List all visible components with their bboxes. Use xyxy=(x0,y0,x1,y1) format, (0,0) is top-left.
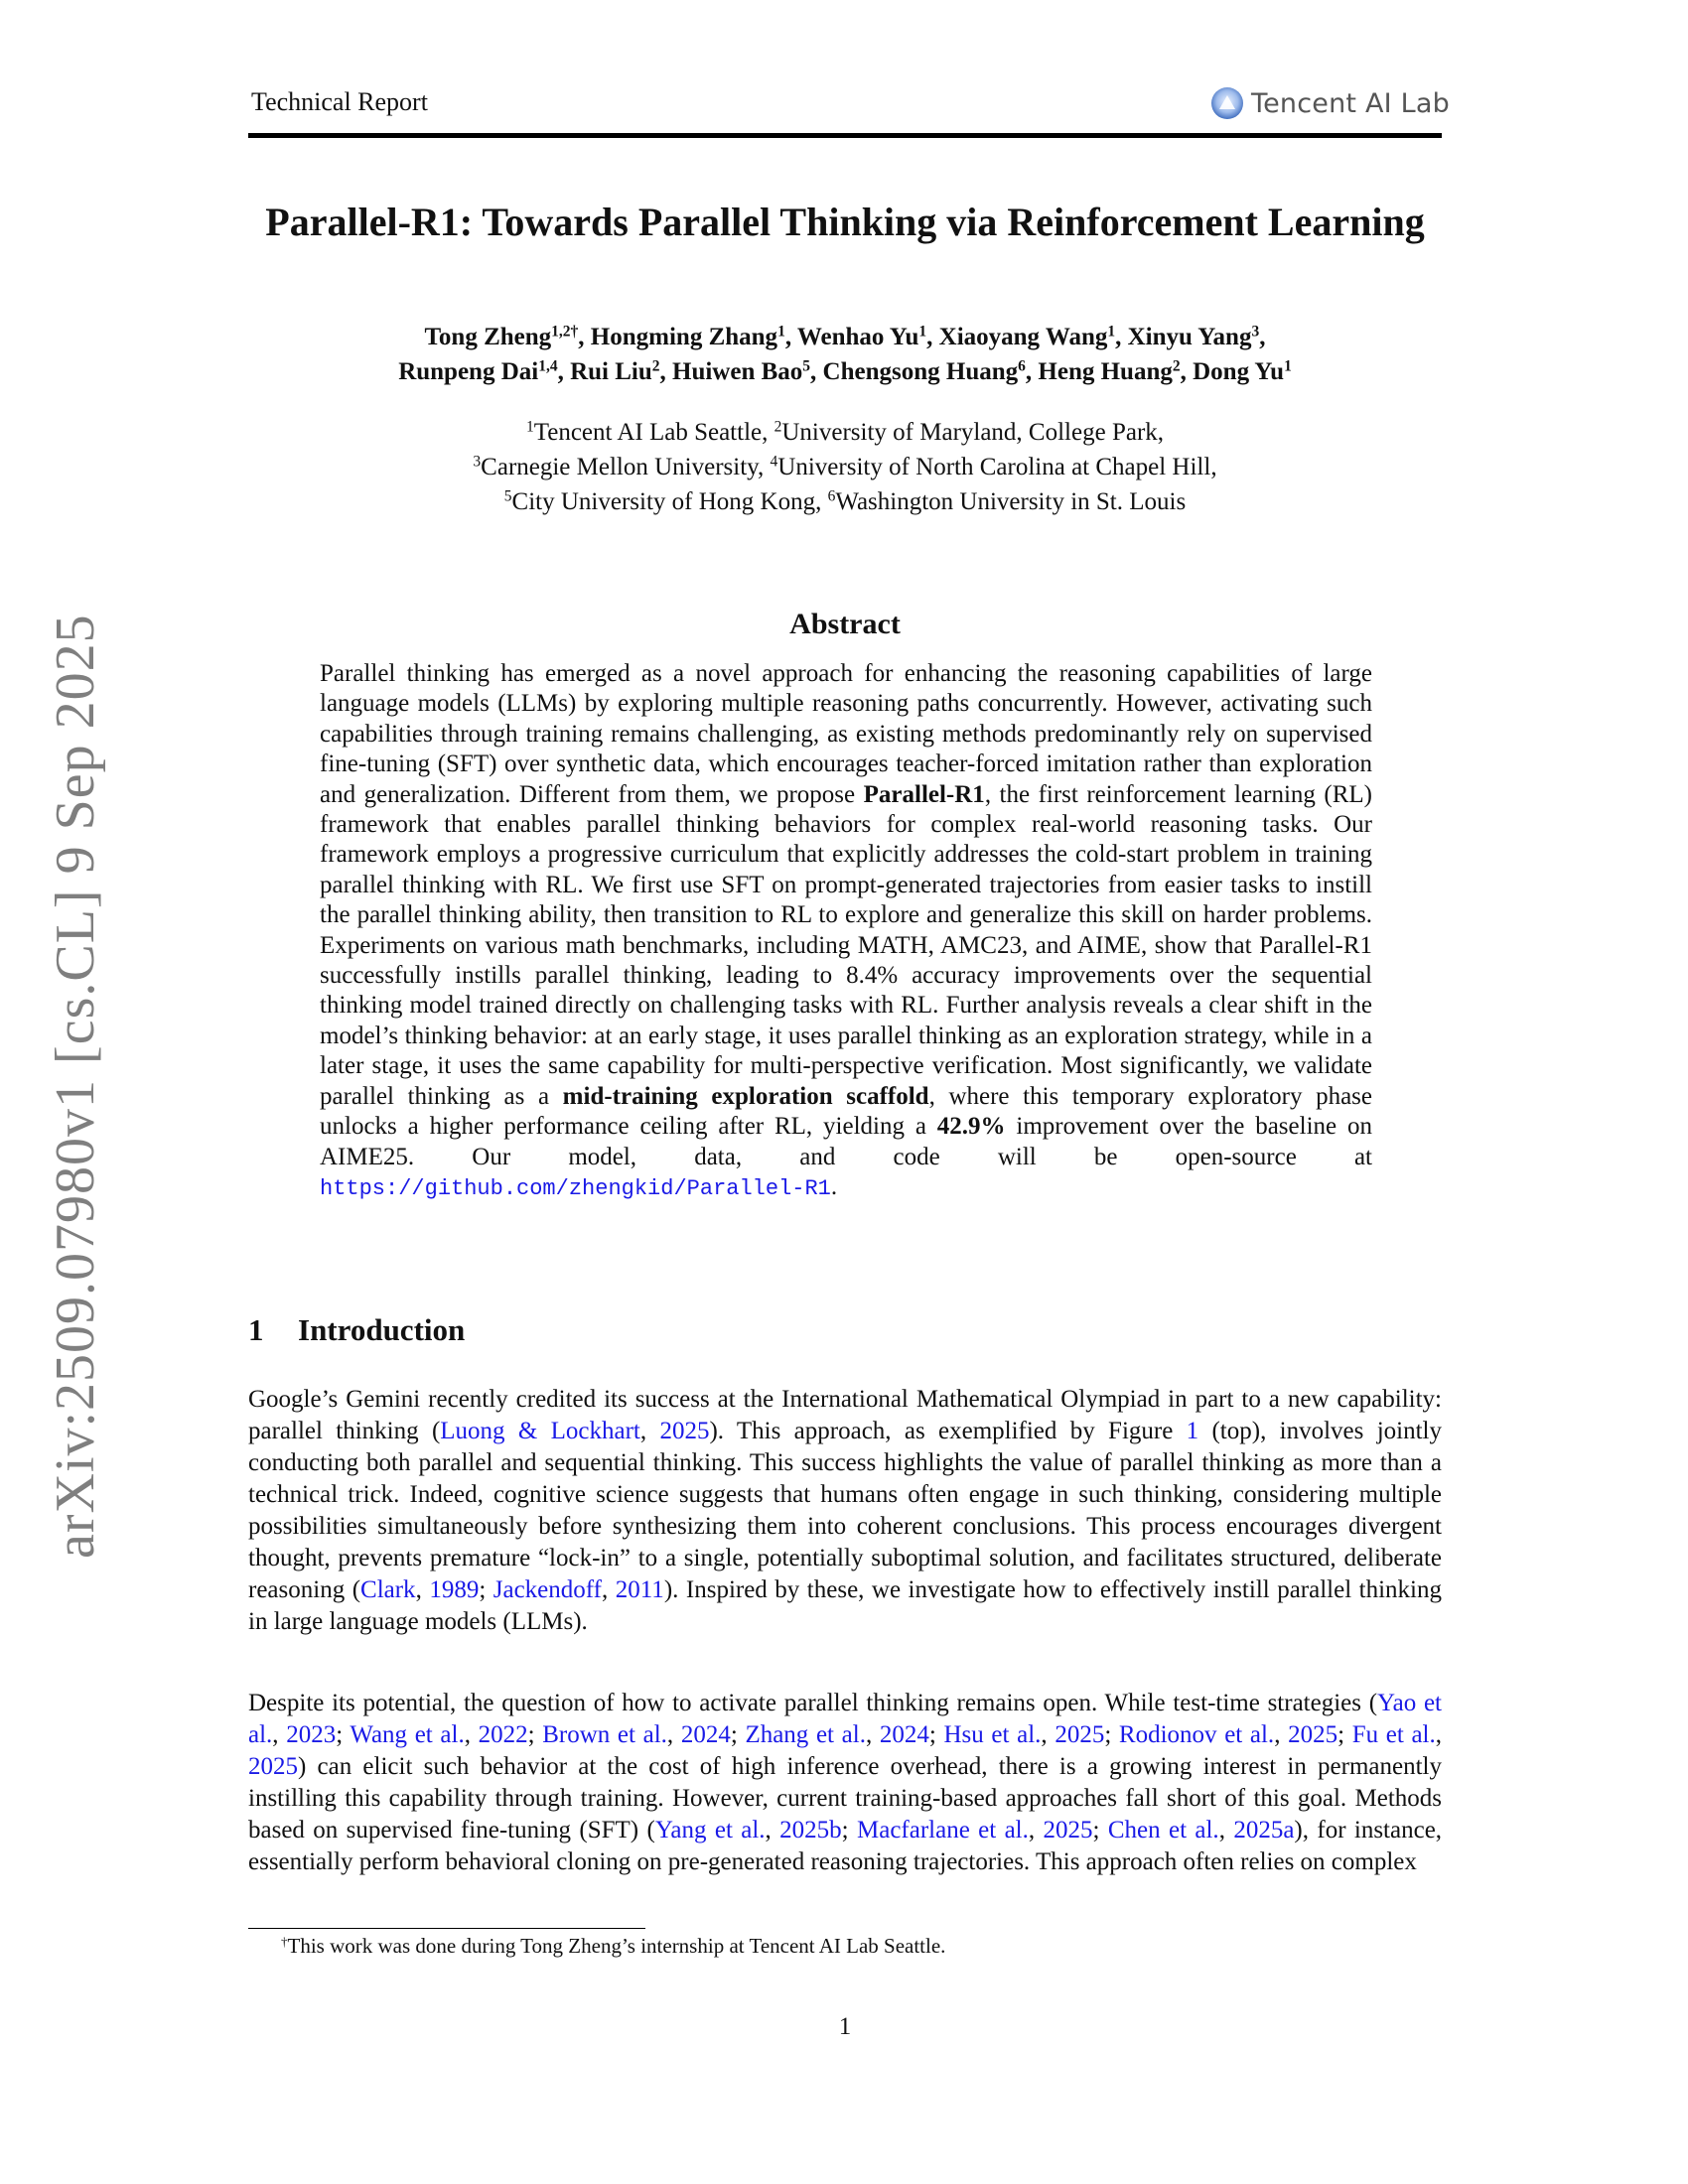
citation-link[interactable]: 2011 xyxy=(615,1576,664,1603)
citation-link[interactable]: 2024 xyxy=(879,1721,929,1748)
citation-link[interactable]: 2023 xyxy=(286,1721,337,1748)
citation-link[interactable]: Fu et al. xyxy=(1351,1721,1436,1748)
emphasis: mid-training exploration scaffold xyxy=(562,1082,929,1110)
citation-link[interactable]: Jackendoff xyxy=(492,1576,602,1603)
author-name: Heng Huang xyxy=(1038,358,1173,385)
citation-link[interactable]: Yao et al. xyxy=(248,1690,1442,1748)
author-line-2: Runpeng Dai$^{1,4}$, Rui Liu$^2$, Huiwen Bao$^5$, Chengsong Huang$^6$, Heng Huang$^2$, Dong Yu$^1$ xyxy=(398,357,1292,385)
intro-paragraph-2: Despite its potential, the question of how to activate parallel thinking remains open. While test-time strategies (Yao et al., 2023; Wang et al., 2022; Brown et al., 2024; Zhang et al., 2024; Hsu et al., 2025; Rodionov et al., 2025; Fu et al., 2025) can elicit such behavior at the cost of high inference overhead, there is a growing interest in permanently instilling this capability through training. However, current training-based approaches fall short of this goal. Methods based on supervised fine-tuning (SFT) (Yang et al., 2025b; Macfarlane et al., 2025; Chen et al., 2025a), for instance, essentially perform behavioral cloning on pre-generated reasoning trajectories. This approach often relies on complex xyxy=(248,1690,1443,1875)
affiliation-marker: 6 xyxy=(1018,357,1026,375)
github-link[interactable]: https://github.com/zhengkid/Parallel-R1 xyxy=(320,1175,831,1201)
affiliation-name: University of North Carolina at Chapel Hill, xyxy=(777,454,1217,480)
affiliation-marker: 1 xyxy=(777,323,785,341)
affiliation-marker: 2 xyxy=(1172,357,1181,375)
header-rule xyxy=(248,133,1442,138)
tencent-logo-icon xyxy=(1211,87,1243,119)
citation-link[interactable]: 2025 xyxy=(1043,1817,1093,1843)
affiliation-line-3 xyxy=(248,484,1442,519)
abstract-body: Parallel thinking has emerged as a novel approach for enhancing the reasoning capabilities of large language models (LLMs) by exploring multiple reasoning paths concurrently. However, activating such capabilities through training remains challenging, as existing methods predominantly rely on supervised fine-tuning (SFT) over synthetic data, which encourages teacher-forced imitation rather than exploration and generalization. Different from them, we propose Parallel-R1, the first reinforcement learning (RL) framework that enables parallel thinking behaviors for complex real-world reasoning tasks. Our framework employs a progressive curriculum that explicitly addresses the cold-start problem in training parallel thinking with RL. We first use SFT on prompt-generated trajectories from easier tasks to instill the parallel thinking ability, then transition to RL to explore and generalize this skill on harder problems. Experiments on various math benchmarks, including MATH, AMC23, and AIME, show that Parallel-R1 successfully instills parallel thinking, leading to 8.4% accuracy improvements over the sequential thinking model trained directly on challenging tasks with RL. Further analysis reveals a clear shift in the model’s thinking behavior: at an early stage, it uses parallel thinking as an exploration strategy, while in a later stage, it uses the same capability for multi-perspective verification. Most significantly, we validate parallel thinking as a mid-training exploration scaffold, where this temporary exploratory phase unlocks a higher performance ceiling after RL, yielding a 42.9% improvement over the baseline on AIME25. Our model, data, and code will be open-source at https://github.com/zhengkid/Parallel-R1. xyxy=(320,660,1372,1201)
affiliation-marker: 1 xyxy=(1107,323,1116,341)
footnote: †This work was done during Tong Zheng’s internship at Tencent AI Lab Seattle. xyxy=(281,1933,946,1958)
affiliation-marker: 2 xyxy=(774,418,782,436)
citation-link[interactable]: Clark xyxy=(360,1576,416,1603)
affiliation-marker: 1 xyxy=(918,323,927,341)
method-name: Parallel-R1 xyxy=(863,780,985,808)
citation-link[interactable]: Luong & Lockhart xyxy=(440,1418,640,1444)
intro-paragraph-1: Google’s Gemini recently credited its success at the International Mathematical Olympiad in part to a new capability: parallel thinking (Luong & Lockhart, 2025). This approach, as exemplified by Figure 1 (top), involves jointly conducting both parallel and sequential thinking. This success highlights the value of parallel thinking as more than a technical trick. Indeed, cognitive science suggests that humans often engage in such thinking, considering multiple possibilities simultaneously before synthesizing them into coherent conclusions. This process encourages divergent thought, prevents premature “lock-in” to a single, potentially suboptimal solution, and facilitates structured, deliberate reasoning (Clark, 1989; Jackendoff, 2011). Inspired by these, we investigate how to effectively instill parallel thinking in large language models (LLMs). xyxy=(248,1386,1442,1635)
citation-link[interactable]: Yang et al. xyxy=(654,1817,766,1843)
citation-link[interactable]: 2022 xyxy=(478,1721,528,1748)
author-name: Xiaoyang Wang xyxy=(938,324,1108,350)
affiliation-name: City University of Hong Kong, xyxy=(511,488,828,515)
citation-link[interactable]: Zhang et al. xyxy=(745,1721,866,1748)
citation-link[interactable]: 2024 xyxy=(680,1721,731,1748)
affiliation-marker: 1 xyxy=(525,418,534,436)
arxiv-stamp: arXiv:2509.07980v1 [cs.CL] 9 Sep 2025 xyxy=(45,614,106,1559)
affiliation-name: Washington University in St. Louis xyxy=(835,488,1187,515)
affiliation-marker: 2 xyxy=(651,357,660,375)
affiliation-name: Tencent AI Lab Seattle, xyxy=(533,419,774,446)
brand-name: Tencent AI Lab xyxy=(1251,87,1450,119)
citation-link[interactable]: 2025 xyxy=(248,1753,298,1780)
footnote-mark: † xyxy=(281,1933,288,1949)
affiliation-marker: 1 xyxy=(1284,357,1292,375)
citation-link[interactable]: 1989 xyxy=(429,1576,480,1603)
affiliation-line-1 xyxy=(248,415,1442,450)
author-name: Hongming Zhang xyxy=(590,324,778,350)
author-name: Xinyu Yang xyxy=(1127,324,1252,350)
affiliation-marker: 3 xyxy=(1251,323,1260,341)
citation-link[interactable]: Hsu et al. xyxy=(943,1721,1042,1748)
affiliation-name: University of Maryland, College Park, xyxy=(781,419,1165,446)
affiliation-marker: 6 xyxy=(827,487,836,505)
author-list xyxy=(248,320,1442,389)
affiliation-marker: 1,2† xyxy=(551,323,579,341)
citation-link[interactable]: Wang et al. xyxy=(350,1721,465,1748)
section-heading xyxy=(248,1312,465,1348)
citation-link[interactable]: Rodionov et al. xyxy=(1118,1721,1275,1748)
affiliation-marker: 5 xyxy=(802,357,811,375)
section-number: 1 xyxy=(248,1312,264,1347)
citation-link[interactable]: Macfarlane et al. xyxy=(857,1817,1029,1843)
affiliation-line-2 xyxy=(248,450,1442,484)
citation-link[interactable]: 2025 xyxy=(659,1418,710,1444)
author-name: Wenhao Yu xyxy=(796,324,919,350)
author-name: Rui Liu xyxy=(570,358,652,385)
affiliation-marker: 5 xyxy=(503,487,512,505)
section-title: Introduction xyxy=(298,1312,466,1347)
author-name: Dong Yu xyxy=(1193,358,1285,385)
improvement-value: 42.9% xyxy=(936,1113,1006,1141)
citation-link[interactable]: 2025 xyxy=(1055,1721,1105,1748)
page-number: 1 xyxy=(838,2013,852,2040)
citation-link[interactable]: 2025a xyxy=(1233,1817,1295,1843)
author-line-1: Tong Zheng$^{1,2\dagger}$, Hongming Zhang$^1$, Wenhao Yu$^1$, Xiaoyang Wang$^1$, Xinyu Yang$^3$, xyxy=(424,323,1266,350)
affiliations xyxy=(248,415,1442,519)
citation-link[interactable]: 2025 xyxy=(1288,1721,1338,1748)
footnote-rule xyxy=(248,1928,645,1929)
running-header: Technical Report xyxy=(251,87,428,116)
author-name: Tong Zheng xyxy=(424,324,552,350)
brand xyxy=(1211,87,1450,119)
affiliation-name: Carnegie Mellon University, xyxy=(481,454,771,480)
abstract-heading: Abstract xyxy=(789,608,901,640)
author-name: Chengsong Huang xyxy=(822,358,1019,385)
citation-link[interactable]: Chen et al. xyxy=(1107,1817,1219,1843)
citation-link[interactable]: 1 xyxy=(1186,1418,1199,1444)
author-name: Huiwen Bao xyxy=(672,358,803,385)
citation-link[interactable]: 2025b xyxy=(779,1817,842,1843)
paper-title: Parallel-R1: Towards Parallel Thinking via Reinforcement Learning xyxy=(265,200,1425,244)
affiliation-marker: 4 xyxy=(770,453,778,471)
author-name: Runpeng Dai xyxy=(398,358,539,385)
affiliation-marker: 3 xyxy=(473,453,482,471)
affiliation-marker: 1,4 xyxy=(538,357,558,375)
citation-link[interactable]: Brown et al. xyxy=(542,1721,667,1748)
